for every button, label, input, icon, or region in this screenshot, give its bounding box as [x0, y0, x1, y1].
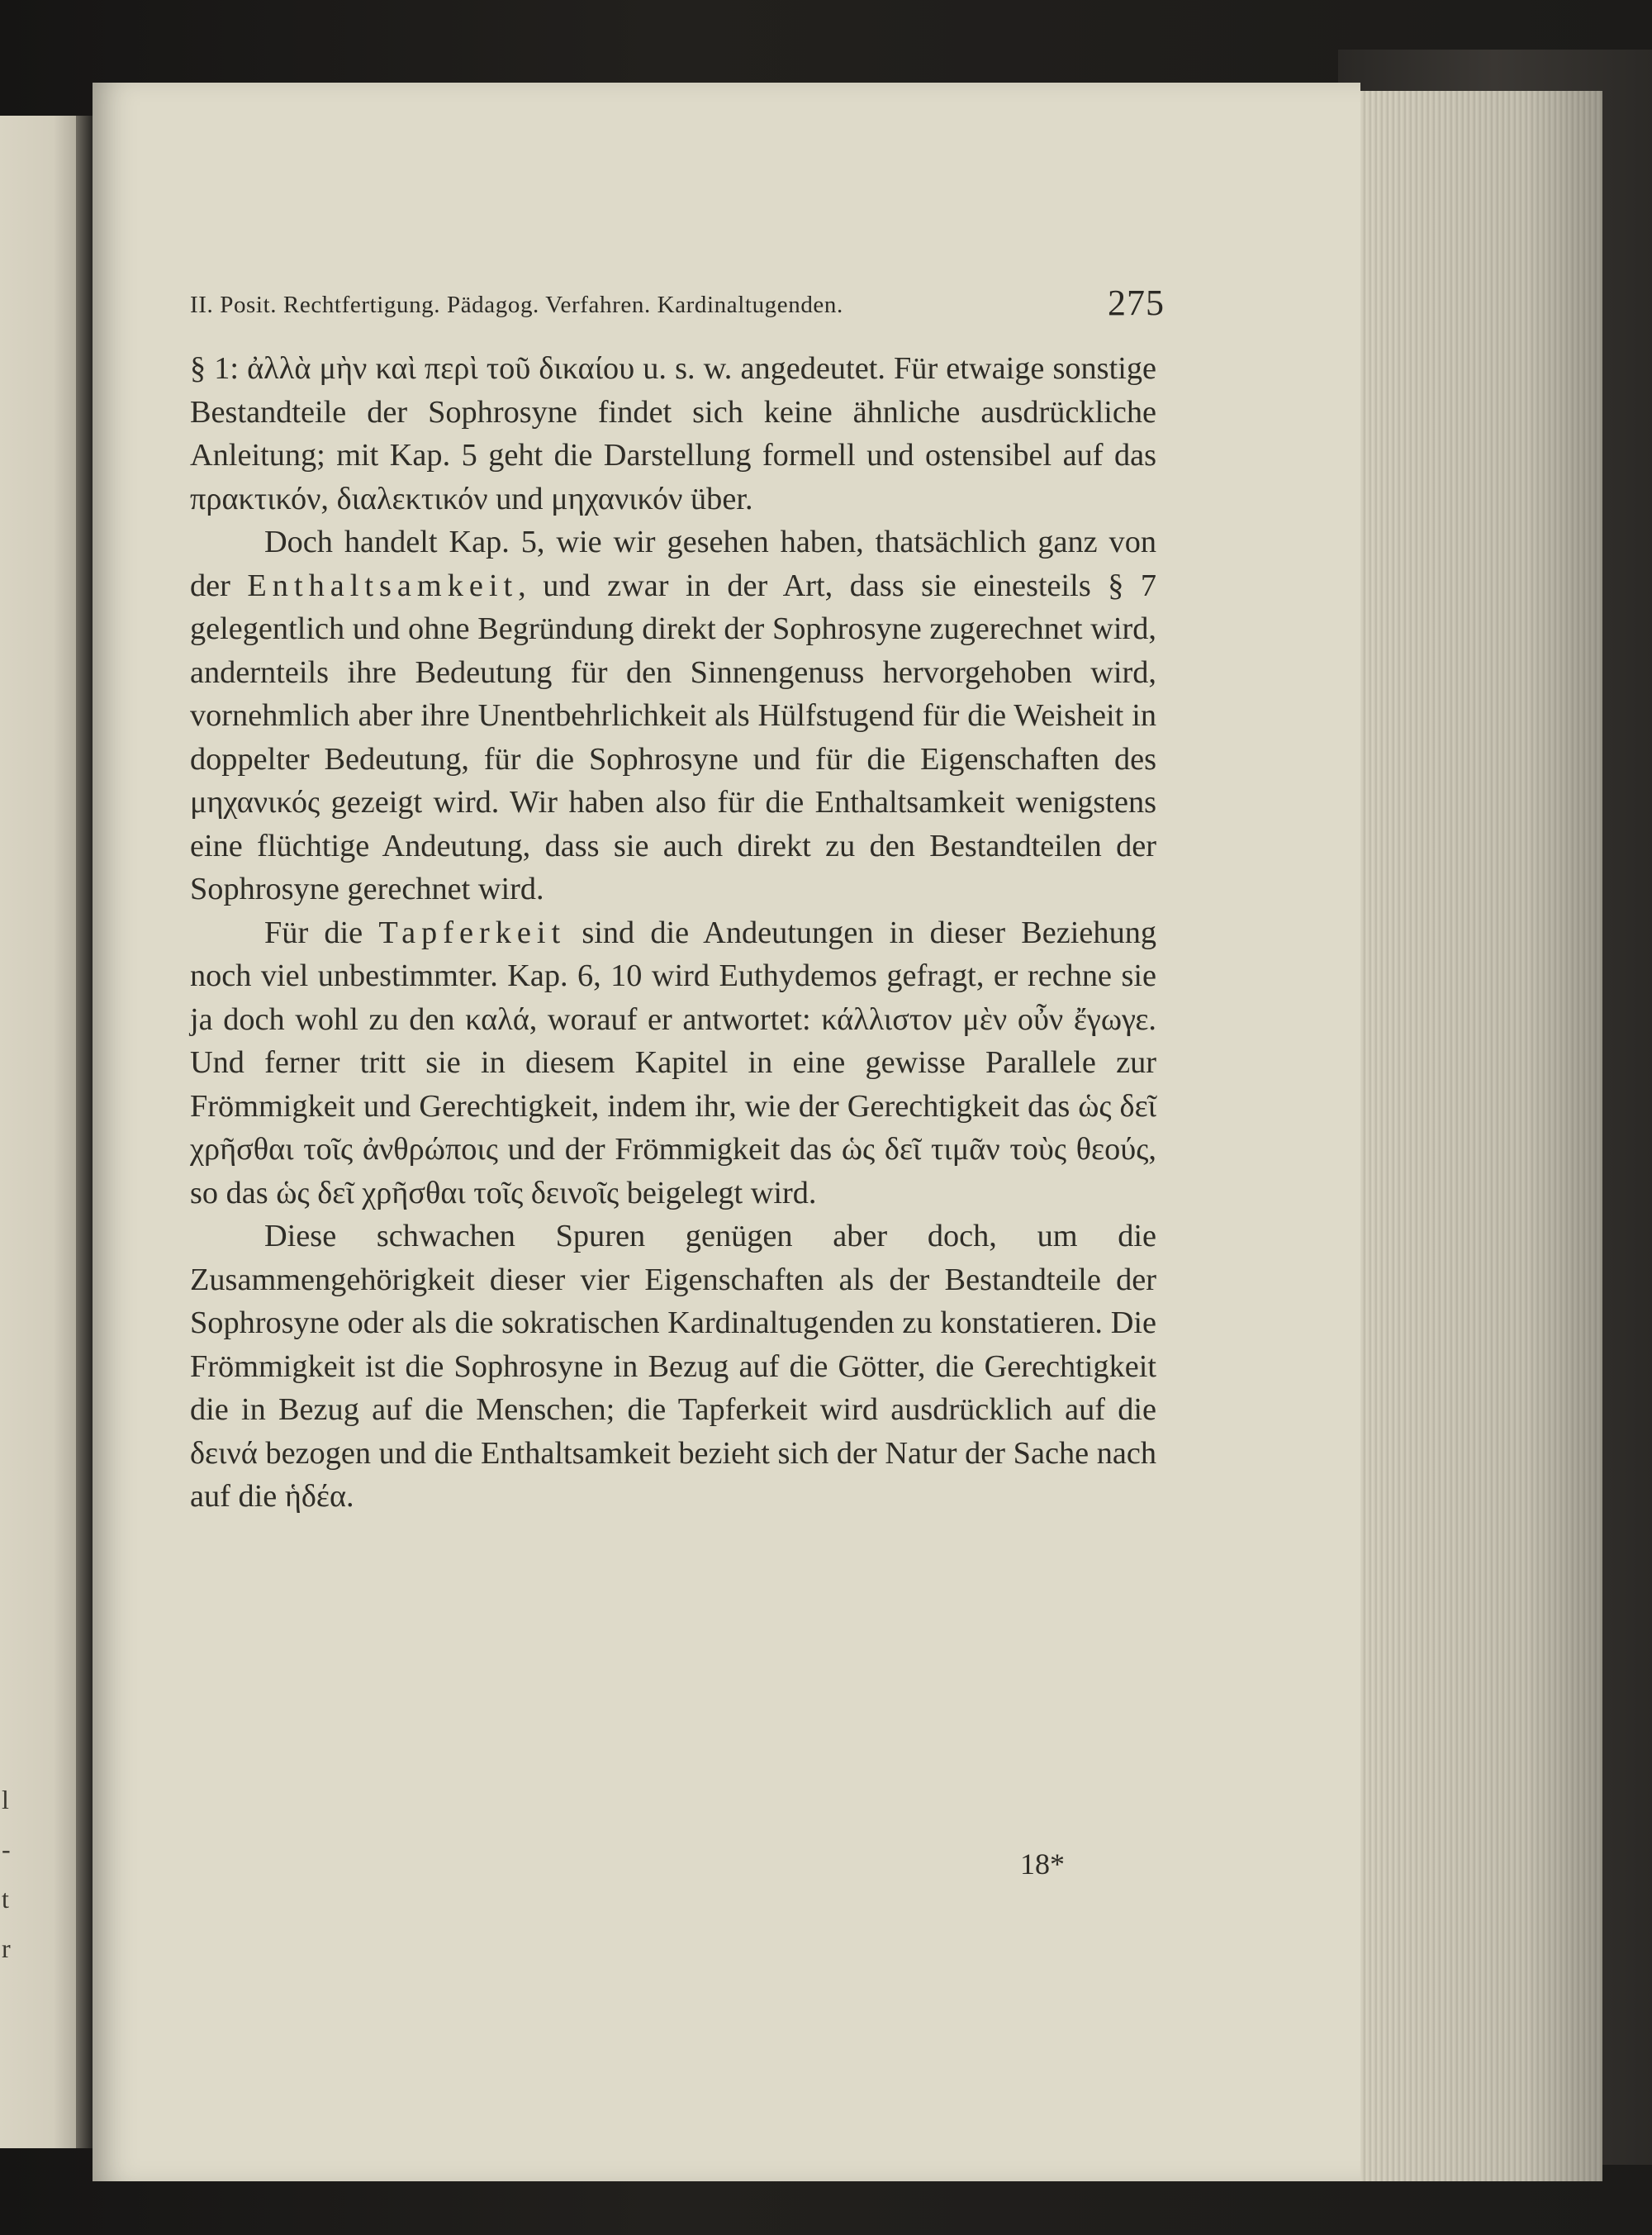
paragraph-1-text: § 1: ἀλλὰ μὴν καὶ περὶ τοῦ δικαίου u. s. w. angedeutet. Für etwaige sonstige Bestandteile der Sophrosyne findet sich keine ähnliche ausdrückliche Anleitung; mit Kap. 5 geht die Darstellung formell und ostensibel auf das πρακτικόν, διαλεκτικόν und μηχανικόν über.: [190, 351, 1156, 516]
paragraph-3-text-before: Für die: [264, 915, 363, 950]
paragraph-1: [190, 347, 1156, 521]
paragraph-3: [190, 911, 1156, 1215]
page-block-shadow: [1355, 91, 1602, 2181]
emphasis-tapferkeit: Tapferkeit: [378, 915, 567, 950]
facing-page-fragment: -: [2, 1834, 11, 1864]
facing-page-fragment: t: [2, 1884, 9, 1914]
page-body: [190, 347, 1156, 1519]
paragraph-2-text-after: , und zwar in der Art, dass sie einesteils § 7 gelegentlich und ohne Begründung direkt der Sophrosyne zugerechnet wird, andernteils ihre Bedeutung für den Sinnengenuss hervorgehoben wird, vornehmlich aber ihre Unentbehrlichkeit als Hülfstugend für die Weisheit in doppelter Bedeutung, für die Sophrosyne und für die Eigenschaften des μηχανικός gezeigt wird. Wir haben also für die Enthaltsamkeit wenigstens eine flüchtige Andeutung, dass sie auch direkt zu den Bestandteilen der Sophrosyne gerechnet wird.: [190, 568, 1157, 906]
paragraph-4: [190, 1215, 1156, 1519]
paragraph-4-text: Diese schwachen Spuren genügen aber doch, um die Zusammengehörigkeit dieser vier Eigenschaften als der Bestandteile der Sophrosyne oder als die sokratischen Kardinaltugenden zu konstatieren. Die Frömmigkeit ist die Sophrosyne in Bezug auf die Götter, die Gerechtigkeit die in Bezug auf die Menschen; die Tapferkeit wird ausdrücklich auf die δεινά bezogen und die Enthaltsamkeit bezieht sich der Natur der Sache nach auf die ἡδέα.: [190, 1219, 1156, 1514]
page-number: 275: [1108, 283, 1165, 323]
signature-mark: 18*: [1020, 1847, 1065, 1881]
book-gutter: [76, 116, 93, 2148]
facing-page-fragment: r: [2, 1933, 11, 1963]
facing-page-fragment: l: [2, 1785, 9, 1814]
emphasis-enthaltsamkeit: Enthaltsamkeit: [247, 568, 519, 603]
paragraph-2: [190, 521, 1156, 911]
facing-page-edge: [0, 116, 76, 2148]
paragraph-2-text-before: Doch handelt Kap. 5, wie wir gesehen haben, thatsächlich ganz von der: [190, 525, 1156, 603]
running-title: II. Posit. Rechtfertigung. Pädagog. Verfahren. Kardinaltugenden.: [190, 292, 843, 318]
paragraph-3-text-after: sind die Andeutungen in dieser Beziehung noch viel unbestimmter. Kap. 6, 10 wird Euthydemos gefragt, er rechne sie ja doch wohl zu den καλά, worauf er antwortet: κάλλιστον μὲν οὖν ἔγωγε. Und ferner tritt sie in diesem Kapitel in eine gewisse Parallele zur Frömmigkeit und Gerechtigkeit, indem ihr, wie der Gerechtigkeit das ὡς δεῖ χρῆσθαι τοῖς ἀνθρώποις und der Frömmigkeit das ὡς δεῖ τιμᾶν τοὺς θεούς, so das ὡς δεῖ χρῆσθαι τοῖς δεινοῖς beigelegt wird.: [190, 915, 1157, 1210]
running-header: [190, 277, 1165, 326]
facing-page-fragments: [2, 1355, 26, 2016]
